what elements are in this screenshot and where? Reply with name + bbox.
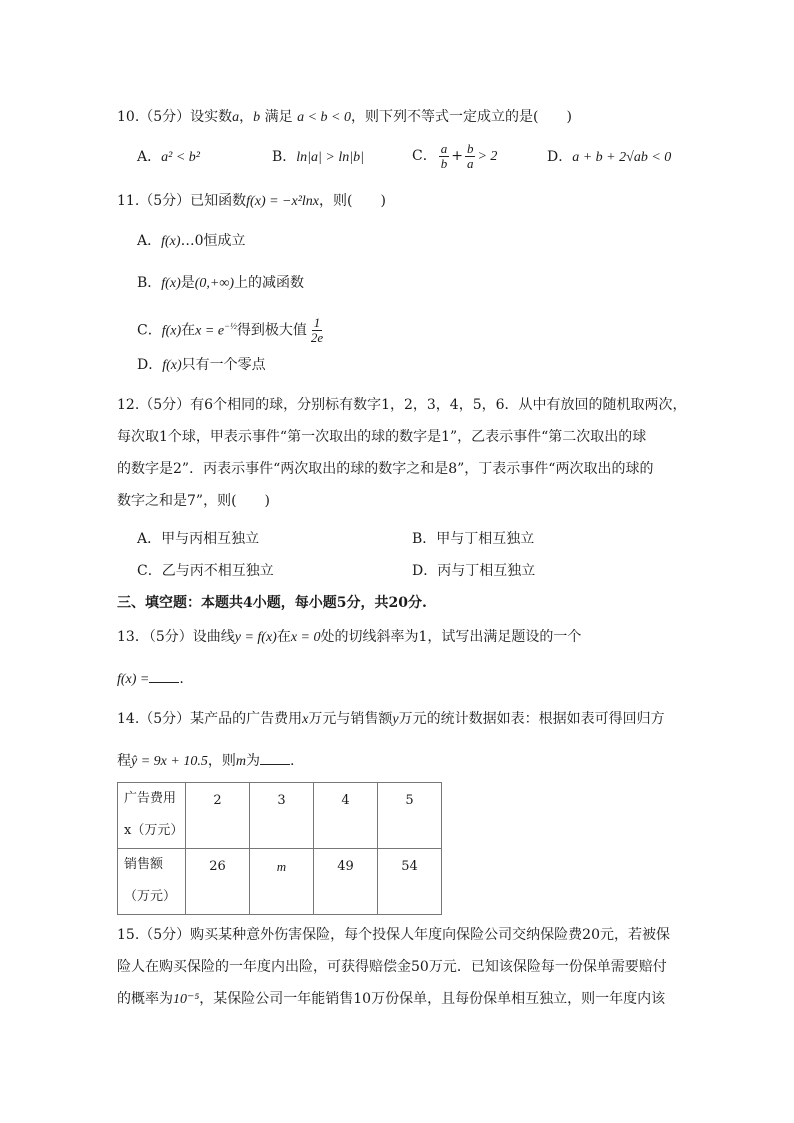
q14-line-2: 程ŷ = 9x + 10.5，则m为 . xyxy=(117,753,295,769)
q13-line-2: f(x) = . xyxy=(117,671,184,687)
q12-option-a: A．甲与丙相互独立 xyxy=(137,531,260,547)
table-row-header: 销售额 （万元） xyxy=(118,849,186,915)
table-cell: 49 xyxy=(314,849,378,915)
answer-blank xyxy=(149,670,179,683)
q15-line-1: 15.（5分）购买某种意外伤害保险，每个投保人年度向保险公司交纳保险费20元，若被保 xyxy=(117,927,670,943)
q13-line-1: 13．（5分）设曲线y = f(x)在x = 0处的切线斜率为1，试写出满足题设的一个 xyxy=(117,629,582,645)
q11-option-c: C．f(x)在$x = e^{-\frac{1}{2}}$得到极大值 $\frac{1}{2e}$ xyxy=(137,315,324,346)
table-row xyxy=(118,783,442,849)
q14-line-1: 14.（5分）某产品的广告费用x万元与销售额y万元的统计数据如表：根据如表可得回归方 xyxy=(117,711,665,727)
table-cell: m xyxy=(250,849,314,915)
table-cell: 54 xyxy=(378,849,442,915)
table-row xyxy=(118,849,442,915)
q12-option-c: C．乙与丙不相互独立 xyxy=(137,563,274,579)
q11-option-a: A．f(x)…0恒成立 xyxy=(137,233,246,249)
fraction: $\frac{1}{2e}$ xyxy=(310,315,324,346)
q12-line-1: 12.（5分）有6个相同的球，分别标有数字1，2，3，4，5，6．从中有放回的随机取两次， xyxy=(117,397,687,413)
table-row-header: 广告费用 x（万元） xyxy=(118,783,186,849)
q10-stem: 10.（5分）设实数a，b 满足 a < b < 0，则下列不等式一定成立的是( ) xyxy=(117,109,572,125)
q11-option-d: D．f(x)只有一个零点 xyxy=(137,357,266,373)
q12-option-d: D．丙与丁相互独立 xyxy=(412,563,536,579)
q11-stem: 11.（5分）已知函数f(x) = −x²lnx，则( ) xyxy=(117,193,386,209)
fraction: $\frac{a}{b}$ xyxy=(440,140,448,171)
q10-option-a: A．a² < b² xyxy=(137,149,200,165)
table-cell: 3 xyxy=(250,783,314,849)
q12-line-3: 的数字是2”．丙表示事件“两次取出的球的数字之和是8”，丁表示事件“两次取出的球的 xyxy=(117,461,654,477)
fraction: $\frac{b}{a}$ xyxy=(466,140,474,171)
section-heading: 三、填空题：本题共4小题，每小题5分，共20分. xyxy=(117,595,427,611)
q12-option-b: B．甲与丁相互独立 xyxy=(412,531,535,547)
q10-option-d: D．a + b + 2√ab < 0 xyxy=(547,149,672,165)
table-cell: 26 xyxy=(186,849,250,915)
q15-line-3: 的概率为10⁻⁵，某保险公司一年能销售10万份保单，且每份保单相互独立，则一年度内该 xyxy=(117,991,666,1007)
table-cell: 4 xyxy=(314,783,378,849)
q12-line-4: 数字之和是7”，则( ) xyxy=(117,493,270,509)
q15-line-2: 险人在购买保险的一年度内出险，可获得赔偿金50万元．已知该保险每一份保单需要赔付 xyxy=(117,959,667,975)
table-cell: 5 xyxy=(378,783,442,849)
q11-option-b: B．f(x)是(0,+∞)上的减函数 xyxy=(137,275,304,291)
q10-option-c: C． $\frac{a}{b}$ + $\frac{b}{a}$ > 2 xyxy=(412,140,498,171)
answer-blank xyxy=(260,752,290,765)
q12-line-2: 每次取1个球，甲表示事件“第一次取出的球的数字是1”，乙表示事件“第二次取出的球 xyxy=(117,429,647,445)
table-cell: 2 xyxy=(186,783,250,849)
statistics-table xyxy=(117,782,442,915)
q10-option-b: B．ln|a| > ln|b| xyxy=(272,149,364,165)
